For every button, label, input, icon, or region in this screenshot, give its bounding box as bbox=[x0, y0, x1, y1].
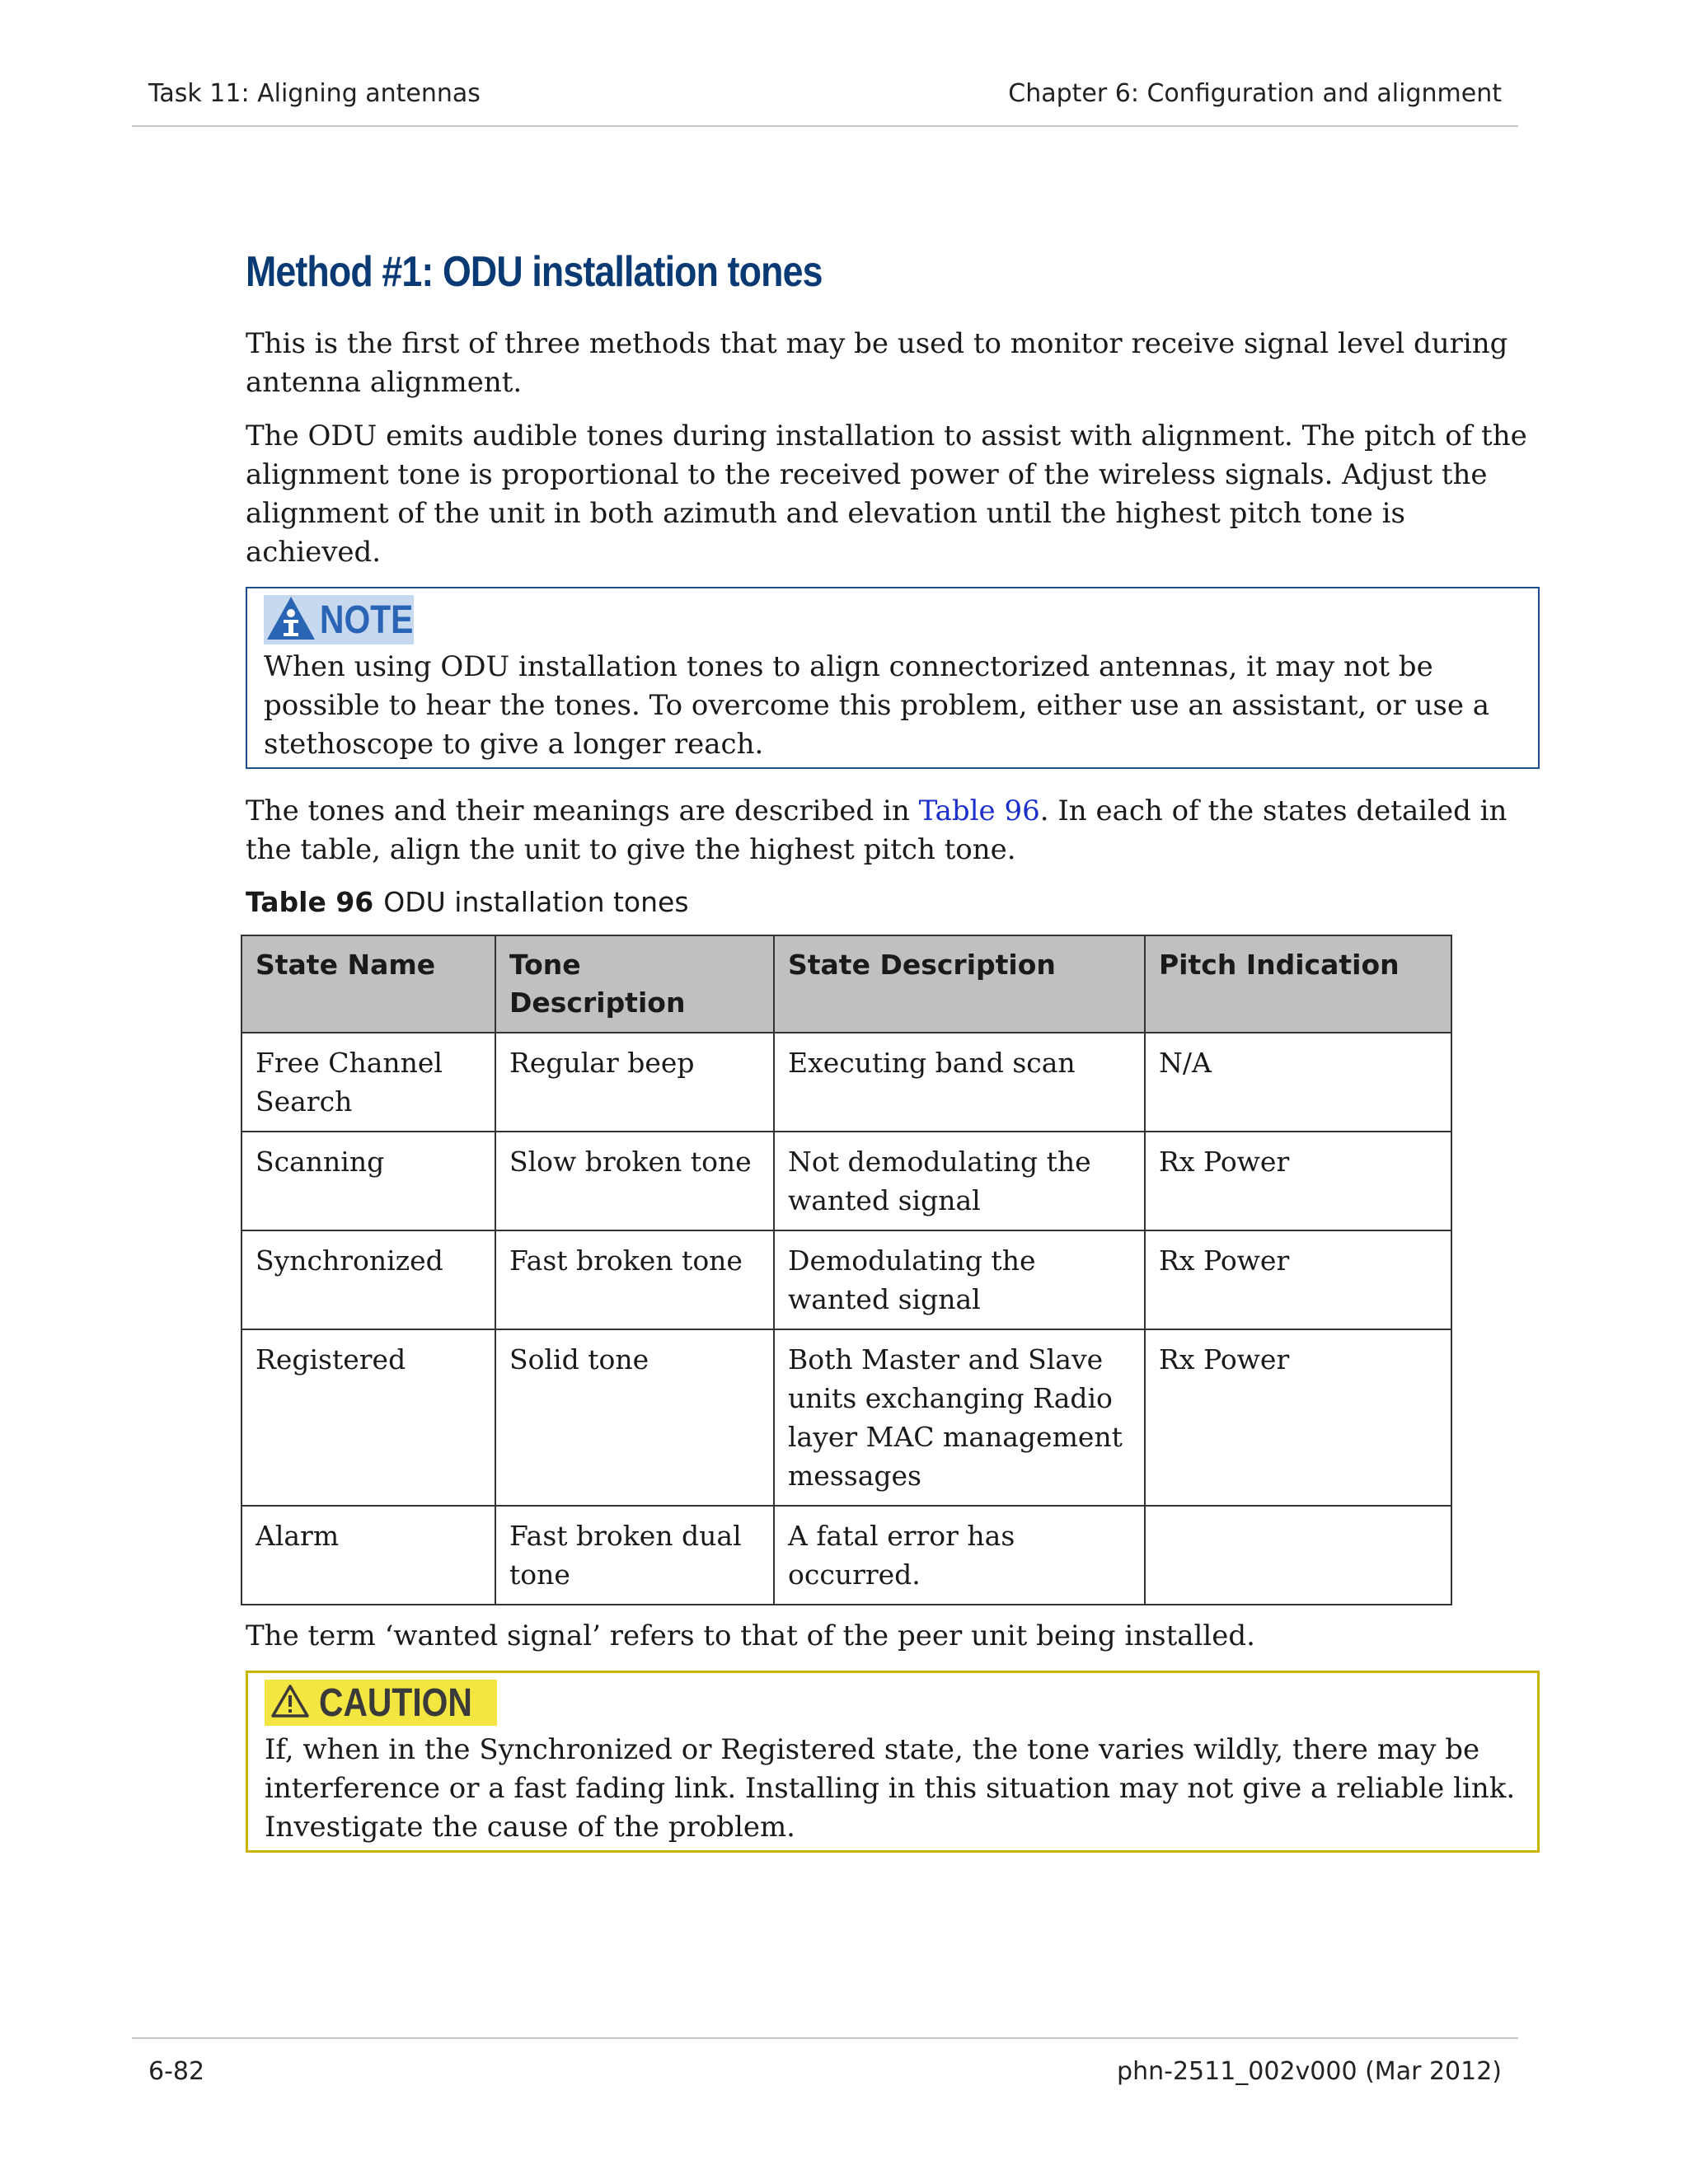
table-caption-title: ODU installation tones bbox=[383, 886, 689, 918]
page-footer bbox=[132, 2037, 1518, 2088]
table-header-cell: State Name bbox=[241, 935, 495, 1033]
caution-box bbox=[246, 1671, 1540, 1853]
section-title: Method #1: ODU installation tones bbox=[246, 248, 823, 296]
note-label bbox=[264, 595, 414, 644]
table-cell: Both Master and Slave units exchanging Radio layer MAC management messages bbox=[774, 1329, 1145, 1506]
table-row bbox=[241, 1230, 1451, 1329]
table-header-cell: State Description bbox=[774, 935, 1145, 1033]
paragraph-tones-description: The ODU emits audible tones during installation to assist with alignment. The pitch of the alignment tone is proportional to the received power of the wireless signals. Adjust the alignment of the unit in both azimuth and elevation until the highest pitch tone is achieved. bbox=[246, 419, 1527, 569]
note-label-text: NOTE bbox=[320, 598, 414, 642]
table-cell bbox=[1145, 1506, 1451, 1605]
header-section-title: Task 11: Aligning antennas bbox=[148, 79, 481, 108]
table-cell: Fast broken tone bbox=[495, 1230, 774, 1329]
table-cell: Scanning bbox=[241, 1132, 495, 1230]
table-cell: Not demodulating the wanted signal bbox=[774, 1132, 1145, 1230]
table-96-link[interactable]: Table 96 bbox=[918, 794, 1040, 827]
table-caption-number: Table 96 bbox=[246, 886, 374, 918]
page-content bbox=[246, 247, 1540, 1876]
table-cell: Synchronized bbox=[241, 1230, 495, 1329]
table-header-row bbox=[241, 935, 1451, 1033]
table-cell: A fatal error has occurred. bbox=[774, 1506, 1145, 1605]
paragraph-table-intro bbox=[246, 792, 1540, 869]
table-cell: Alarm bbox=[241, 1506, 495, 1605]
page-number: 6-82 bbox=[148, 2057, 205, 2086]
note-text: When using ODU installation tones to align connectorized antennas, it may not be possible to hear the tones. To overcome this problem, either use an assistant, or use a stethoscope to give a longer reach. bbox=[264, 650, 1490, 761]
table-header-cell: Tone Description bbox=[495, 935, 774, 1033]
table-cell: Solid tone bbox=[495, 1329, 774, 1506]
table-cell: Free Channel Search bbox=[241, 1033, 495, 1132]
paragraph-intro: This is the first of three methods that may be used to monitor receive signal level during antenna alignment. bbox=[246, 327, 1508, 399]
paragraph-wanted-signal: The term ‘wanted signal’ refers to that of the peer unit being installed. bbox=[246, 1619, 1255, 1652]
table-row bbox=[241, 1506, 1451, 1605]
table-row bbox=[241, 1033, 1451, 1132]
note-icon bbox=[265, 595, 316, 644]
odu-installation-tones-table bbox=[241, 935, 1452, 1605]
table-intro-text-end: . In each of the states detailed in the table, align the unit to give the highest pitch tone. bbox=[246, 794, 1507, 866]
table-header-cell: Pitch Indication bbox=[1145, 935, 1451, 1033]
table-cell: N/A bbox=[1145, 1033, 1451, 1132]
table-cell: Fast broken dual tone bbox=[495, 1506, 774, 1605]
table-cell: Executing band scan bbox=[774, 1033, 1145, 1132]
caution-label bbox=[265, 1680, 497, 1726]
table-cell: Rx Power bbox=[1145, 1132, 1451, 1230]
header-chapter-title: Chapter 6: Configuration and alignment bbox=[1008, 79, 1502, 108]
table-cell: Slow broken tone bbox=[495, 1132, 774, 1230]
table-cell: Registered bbox=[241, 1329, 495, 1506]
table-row bbox=[241, 1132, 1451, 1230]
table-cell: Rx Power bbox=[1145, 1329, 1451, 1506]
document-id: phn-2511_002v000 (Mar 2012) bbox=[1117, 2057, 1502, 2086]
table-cell: Rx Power bbox=[1145, 1230, 1451, 1329]
note-box bbox=[246, 587, 1540, 769]
table-row bbox=[241, 1329, 1451, 1506]
table-intro-text: The tones and their meanings are described in bbox=[246, 794, 919, 827]
caution-text: If, when in the Synchronized or Registered state, the tone varies wildly, there may be interference or a fast fading link. Installing in this situation may not give a reliable link. Investigate the cause of the problem. bbox=[265, 1733, 1516, 1844]
warning-triangle-icon bbox=[271, 1684, 309, 1722]
page-header bbox=[132, 79, 1518, 127]
table-cell: Regular beep bbox=[495, 1033, 774, 1132]
table-cell: Demodulating the wanted signal bbox=[774, 1230, 1145, 1329]
caution-label-text: CAUTION bbox=[319, 1680, 472, 1725]
table-caption bbox=[246, 886, 1540, 918]
